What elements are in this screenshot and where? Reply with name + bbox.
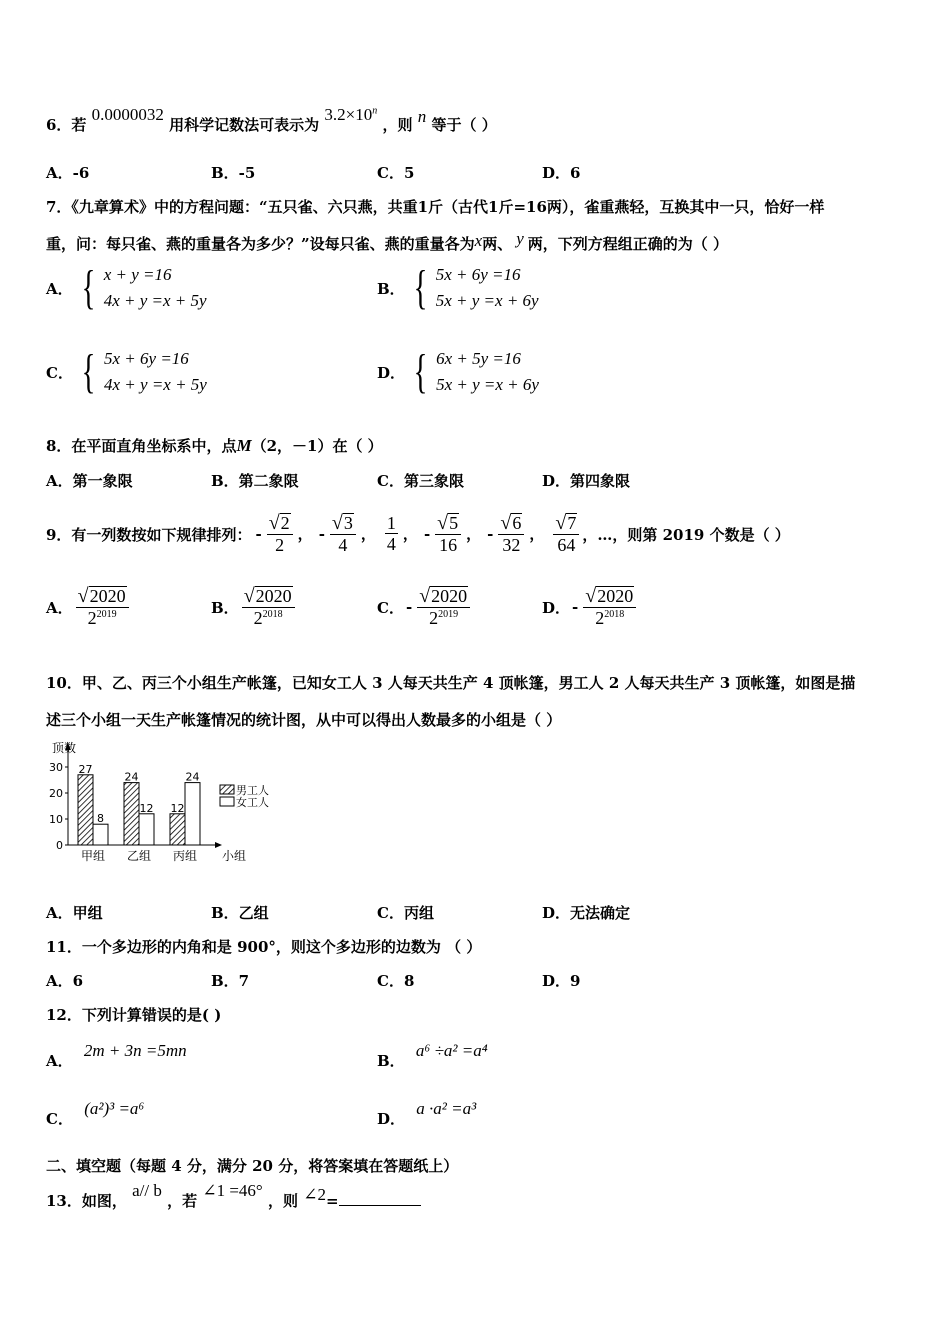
bar-value-label: 24: [185, 770, 200, 784]
sqrt-icon: √: [268, 511, 280, 534]
q7-d-eq1: 6x + 5y =16: [436, 349, 521, 368]
y-tick-label: 30: [49, 761, 63, 774]
q9-term-fraction: [435, 513, 461, 555]
q9-separator: ，: [529, 525, 545, 544]
q9-term-denominator: 4: [338, 534, 348, 555]
q9-option-label: B．: [211, 598, 239, 617]
brace-icon: {: [413, 345, 428, 398]
q6-sci: [324, 105, 377, 124]
q9-option-label: A．: [46, 598, 73, 617]
q9-term-fraction: [385, 513, 398, 555]
q7-option-b-label: B．: [377, 279, 405, 298]
sqrt-icon: √: [331, 511, 343, 534]
q9-option-c[interactable]: [377, 586, 473, 628]
bar-value-label: 12: [139, 801, 154, 815]
question-8: [46, 435, 383, 456]
brace-icon: {: [81, 345, 96, 398]
q9-option-fraction: √ 2020 $2^{2018}$: [583, 586, 636, 628]
q9-term-denominator: 32: [502, 534, 521, 555]
q7-a-eq2: 4x + y =x + 5y: [103, 291, 207, 310]
q9-term-fraction: [330, 513, 356, 555]
q11-option-c[interactable]: C．8: [377, 972, 415, 990]
q9-term-numerator: √ 3: [330, 513, 356, 535]
legend-swatch: [220, 797, 234, 806]
q13-eq: =: [325, 1192, 339, 1210]
q9-term-numerator: √ 6: [498, 513, 524, 535]
legend-label: 女工人: [236, 796, 269, 809]
q7-option-d[interactable]: [377, 345, 539, 398]
q9-term-sign: -: [255, 524, 262, 543]
q6-sci-base: 3.2×10: [324, 105, 373, 124]
q7-b-eq1: 5x + 6y =16: [435, 265, 521, 284]
q9-term-fraction: [553, 513, 579, 555]
q7-c-eq2: 4x + y =x + 5y: [104, 375, 207, 394]
q6-prefix: 6．若: [46, 116, 87, 134]
x-axis-arrow-icon: [215, 842, 222, 848]
q12-d-expr: a ·a² =a³: [416, 1099, 477, 1118]
q6-option-b[interactable]: B．-5: [211, 164, 256, 182]
q6-then: ，则: [382, 116, 413, 134]
q12-option-b-label: B．: [377, 1052, 405, 1070]
q12-c-expr: (a²)³ =a⁶: [84, 1099, 145, 1118]
q12-option-c-label: C．: [46, 1110, 73, 1128]
q9-term: [382, 513, 424, 555]
q12-option-c[interactable]: [46, 1098, 145, 1128]
q9-option-sign: -: [572, 598, 579, 617]
q7-a-eq1: x + y =16: [103, 265, 172, 284]
bar-male: [170, 814, 185, 845]
q7-option-b[interactable]: [377, 261, 539, 314]
q9-term-numerator: √ 7: [553, 513, 579, 535]
q10-option-c[interactable]: C．丙组: [377, 904, 434, 922]
q7-c-eq1: 5x + 6y =16: [104, 349, 189, 368]
q6-option-c[interactable]: C．5: [377, 164, 415, 182]
bar-female: [93, 824, 108, 845]
q6-sci-exp: n: [372, 105, 378, 117]
bar-male: [78, 775, 93, 845]
q12-option-a-label: A．: [46, 1052, 73, 1070]
q9-term: [255, 513, 318, 555]
q7-line2: [46, 229, 728, 254]
q7-option-c[interactable]: [46, 345, 207, 398]
sqrt-icon: √: [77, 585, 89, 607]
q8-stem-b: （2，－1）在（ ）: [251, 437, 383, 455]
q7-option-c-label: C．: [46, 363, 73, 382]
bar-female: [139, 814, 154, 845]
sqrt-icon: √: [437, 511, 449, 534]
bar-value-label: 8: [97, 812, 104, 826]
q12-stem: 12．下列计算错误的是( ): [46, 1006, 222, 1024]
q9-term-fraction: [267, 513, 293, 555]
question-9: [46, 506, 790, 562]
q13-then: ，则: [267, 1192, 298, 1210]
q9-option-fraction: √ 2020 $2^{2018}$: [242, 586, 295, 628]
q7-line2-c: 两，下列方程组正确的为（ ）: [527, 235, 728, 253]
q9-term-numerator: √ 2: [267, 513, 293, 535]
section-2-title: 二、填空题（每题 4 分，满分 20 分，将答案填在答题纸上）: [46, 1157, 459, 1175]
q9-term-denominator: 2: [275, 534, 285, 555]
q6-var: n: [417, 107, 427, 126]
bar-female: [185, 783, 200, 845]
q12-option-b[interactable]: [377, 1040, 488, 1070]
bar-male: [124, 783, 139, 845]
sqrt-icon: √: [500, 511, 512, 534]
q11-option-d[interactable]: D．9: [542, 972, 581, 990]
q12-b-expr: a⁶ ÷a² =a⁴: [415, 1041, 488, 1060]
x-axis-label: 小组: [222, 849, 247, 863]
q13-prefix: 13．如图，: [46, 1192, 127, 1210]
q8-stem-a: 8．在平面直角坐标系中，点: [46, 437, 237, 455]
q12-option-d-label: D．: [377, 1110, 406, 1128]
q11-option-b[interactable]: B．7: [211, 972, 250, 990]
q8-point: M: [236, 436, 252, 455]
q7-option-a-label: A．: [46, 279, 73, 298]
q9-term-denominator: 4: [386, 534, 396, 555]
q9-option-label: C．: [377, 598, 404, 617]
q9-term-numerator: 1: [386, 512, 396, 533]
q11-option-a[interactable]: A．6: [46, 972, 84, 990]
bar-value-label: 12: [170, 801, 185, 815]
y-axis-label: 顶数: [52, 741, 77, 755]
q7-line2-a: 重，问：每只雀、燕的重量各为多少？”设每只雀、燕的重量各为: [46, 235, 475, 253]
q13-if: ，若: [167, 1192, 198, 1210]
q9-option-b[interactable]: [211, 586, 298, 628]
sqrt-icon: √: [585, 585, 597, 607]
q13-parallel: a// b: [132, 1181, 162, 1200]
q9-term-denominator: 64: [557, 534, 576, 555]
q9-term: [550, 513, 582, 555]
q9-term-numerator: √ 5: [435, 513, 461, 535]
question-13: [46, 1181, 421, 1211]
q6-middle: 用科学记数法可表示为: [169, 116, 320, 134]
question-6: [46, 105, 497, 135]
q12-option-a[interactable]: [46, 1040, 187, 1070]
q6-suffix: 等于（ ）: [431, 116, 497, 134]
q9-term-fraction: [498, 513, 524, 555]
bar-value-label: 27: [78, 762, 93, 776]
bar-value-label: 24: [124, 770, 139, 784]
q10-line1: 10．甲、乙、丙三个小组生产帐篷，已知女工人 3 人每天共生产 4 顶帐篷，男工人 2 人每天共生产 3 顶帐篷，如图是描: [46, 674, 856, 692]
q9-separator: ，: [297, 525, 313, 544]
y-tick-label: 10: [49, 813, 63, 826]
q9-term-sign: -: [487, 524, 494, 543]
q13-angle1: ∠1 =46°: [202, 1181, 263, 1200]
brace-icon: {: [81, 261, 96, 314]
q9-stem: 9．有一列数按如下规律排列：: [46, 525, 252, 544]
q6-option-d[interactable]: D．6: [542, 164, 581, 182]
q9-separator: ，: [466, 525, 482, 544]
x-tick-label: 丙组: [172, 849, 198, 863]
sqrt-icon: √: [419, 585, 431, 607]
q9-option-fraction: √ 2020 $2^{2019}$: [417, 586, 470, 628]
q8-option-c[interactable]: C．第三象限: [377, 472, 464, 490]
q9-separator: ，: [360, 525, 376, 544]
q9-option-a[interactable]: [46, 586, 132, 628]
q9-option-sign: -: [405, 598, 413, 617]
q12-option-d[interactable]: [377, 1098, 477, 1128]
q9-term: [319, 513, 382, 555]
q9-term-denominator: 16: [439, 534, 458, 555]
q7-b-eq2: 5x + y =x + 6y: [435, 291, 539, 310]
q7-var-x: x: [474, 231, 483, 250]
x-tick-label: 乙组: [126, 849, 152, 863]
q10-line2: 述三个小组一天生产帐篷情况的统计图，从中可以得出人数最多的小组是（ ）: [46, 711, 562, 729]
x-tick-label: 甲组: [80, 849, 106, 863]
q7-line1: 7．《九章算术》中的方程问题：“五只雀、六只燕，共重1斤（古代1斤=16两），雀重燕轻，互换其中一只，恰好一样: [46, 198, 825, 216]
q8-option-a[interactable]: A．第一象限: [46, 472, 133, 490]
q9-term: [487, 513, 550, 555]
q13-answer-blank[interactable]: [339, 1191, 421, 1206]
y-tick-label: 20: [49, 787, 63, 800]
q8-option-d[interactable]: D．第四象限: [542, 472, 631, 490]
q6-option-a[interactable]: A．-6: [46, 164, 90, 182]
q7-line2-b: 两、: [482, 235, 513, 253]
q12-a-expr: 2m + 3n =5mn: [83, 1041, 187, 1060]
q9-option-fraction: √ 2020 $2^{2019}$: [76, 586, 129, 628]
q7-var-y: y: [516, 229, 524, 248]
q9-term-sign: -: [423, 524, 431, 543]
q10-option-d[interactable]: D．无法确定: [542, 904, 631, 922]
bar-chart: [44, 740, 269, 868]
q11-stem: 11．一个多边形的内角和是 900°，则这个多边形的边数为 （ ）: [46, 938, 482, 956]
q9-tail: ，…，则第 2019 个数是（ ）: [582, 525, 790, 544]
q9-separator: ，: [402, 525, 418, 544]
q7-option-d-label: D．: [377, 363, 406, 382]
q7-d-eq2: 5x + y =x + 6y: [436, 375, 539, 394]
legend-swatch: [220, 785, 234, 794]
q8-option-b[interactable]: B．第二象限: [211, 472, 299, 490]
y-tick-label: 0: [56, 839, 63, 852]
sqrt-icon: √: [243, 585, 255, 607]
sqrt-icon: √: [555, 511, 567, 534]
q9-sequence: [255, 513, 582, 555]
q9-term: [424, 513, 487, 555]
q13-angle2: ∠2: [303, 1185, 326, 1204]
q6-number: 0.0000032: [91, 105, 164, 124]
q9-option-d[interactable]: [542, 586, 639, 628]
q9-option-label: D．: [542, 598, 571, 617]
q9-term-sign: -: [318, 524, 325, 543]
q10-option-a[interactable]: A．甲组: [46, 904, 103, 922]
legend-label: 男工人: [236, 784, 269, 797]
q7-option-a[interactable]: [46, 261, 207, 314]
brace-icon: {: [413, 261, 428, 314]
q10-option-b[interactable]: B．乙组: [211, 904, 269, 922]
